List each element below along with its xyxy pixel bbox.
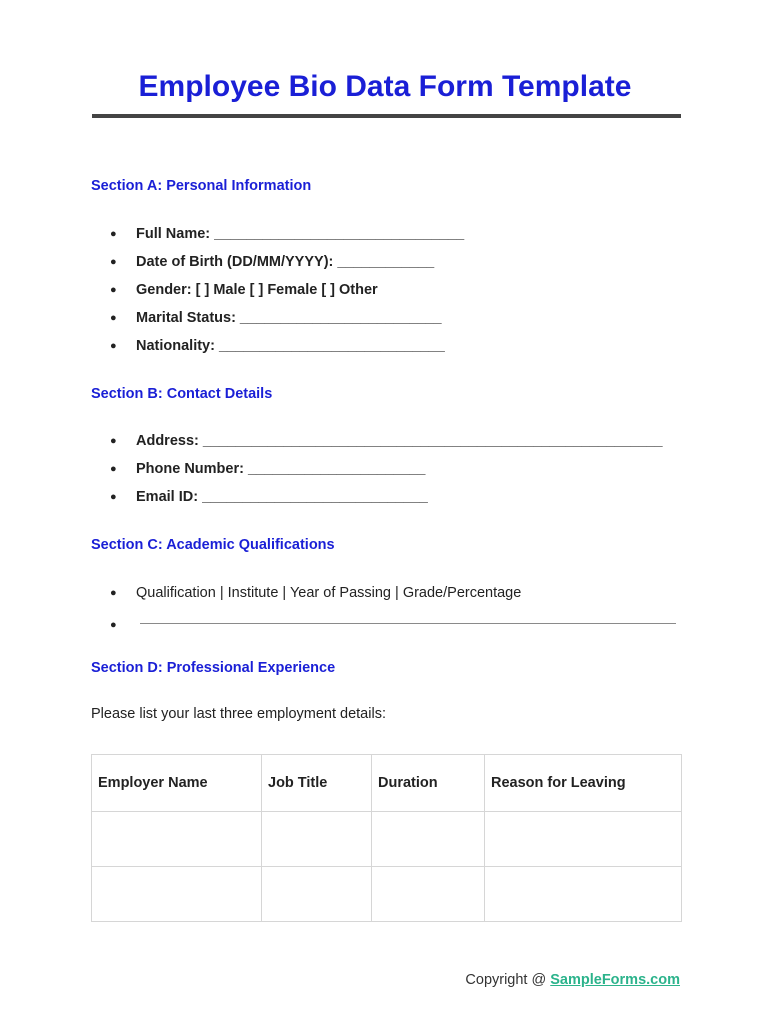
column-header-employer-name: Employer Name — [92, 755, 262, 812]
column-header-duration: Duration — [372, 755, 485, 812]
employment-table — [91, 754, 682, 922]
table-cell[interactable] — [485, 867, 682, 922]
section-a-heading: Section A: Personal Information — [91, 178, 312, 194]
section-d-heading: Section D: Professional Experience — [91, 660, 336, 676]
list-item[interactable] — [110, 483, 663, 511]
nationality-field: Nationality: ____________________________ — [136, 338, 445, 354]
experience-intro-text: Please list your last three employment details: — [91, 706, 386, 722]
title-underline — [92, 114, 681, 118]
table-cell[interactable] — [262, 867, 372, 922]
table-cell[interactable] — [372, 812, 485, 867]
table-cell[interactable] — [262, 812, 372, 867]
table-row — [92, 867, 682, 922]
gender-field: Gender: [ ] Male [ ] Female [ ] Other — [136, 282, 378, 298]
qualification-entry-line[interactable] — [140, 623, 676, 624]
table-row — [92, 812, 682, 867]
list-item[interactable] — [110, 276, 464, 304]
bullet-icon: ● — [110, 340, 117, 352]
list-item[interactable] — [110, 304, 464, 332]
marital-status-field: Marital Status: _________________________ — [136, 310, 442, 326]
bullet-icon: ● — [110, 587, 117, 599]
academic-qualifications-list — [110, 579, 521, 639]
sampleforms-link[interactable]: SampleForms.com — [550, 972, 680, 988]
list-item[interactable] — [110, 248, 464, 276]
address-field: Address: _________________________________________________________ — [136, 433, 663, 449]
list-item[interactable] — [110, 455, 663, 483]
list-item[interactable] — [110, 427, 663, 455]
table-cell[interactable] — [372, 867, 485, 922]
list-item[interactable] — [110, 220, 464, 248]
bullet-icon: ● — [110, 435, 117, 447]
contact-details-list — [110, 427, 663, 511]
section-c-heading: Section C: Academic Qualifications — [91, 537, 335, 553]
list-item[interactable] — [110, 611, 521, 639]
bullet-icon: ● — [110, 284, 117, 296]
full-name-field: Full Name: _______________________________ — [136, 226, 465, 242]
copyright-footer — [465, 972, 680, 988]
table-cell[interactable] — [485, 812, 682, 867]
bullet-icon: ● — [110, 256, 117, 268]
list-item — [110, 579, 521, 607]
table-cell[interactable] — [92, 812, 262, 867]
dob-field: Date of Birth (DD/MM/YYYY): ____________ — [136, 254, 435, 270]
bullet-icon: ● — [110, 619, 117, 631]
bullet-icon: ● — [110, 463, 117, 475]
personal-info-list — [110, 220, 464, 360]
section-b-heading: Section B: Contact Details — [91, 386, 273, 402]
bullet-icon: ● — [110, 491, 117, 503]
qualification-columns-label: Qualification | Institute | Year of Passing | Grade/Percentage — [136, 585, 522, 601]
list-item[interactable] — [110, 332, 464, 360]
column-header-job-title: Job Title — [262, 755, 372, 812]
column-header-reason-for-leaving: Reason for Leaving — [485, 755, 682, 812]
bullet-icon: ● — [110, 312, 117, 324]
email-id-field: Email ID: ____________________________ — [136, 489, 428, 505]
table-cell[interactable] — [92, 867, 262, 922]
page-title: Employee Bio Data Form Template — [138, 70, 632, 103]
phone-number-field: Phone Number: ______________________ — [136, 461, 426, 477]
copyright-prefix: Copyright @ — [465, 972, 551, 988]
table-header-row — [92, 755, 682, 812]
bullet-icon: ● — [110, 228, 117, 240]
